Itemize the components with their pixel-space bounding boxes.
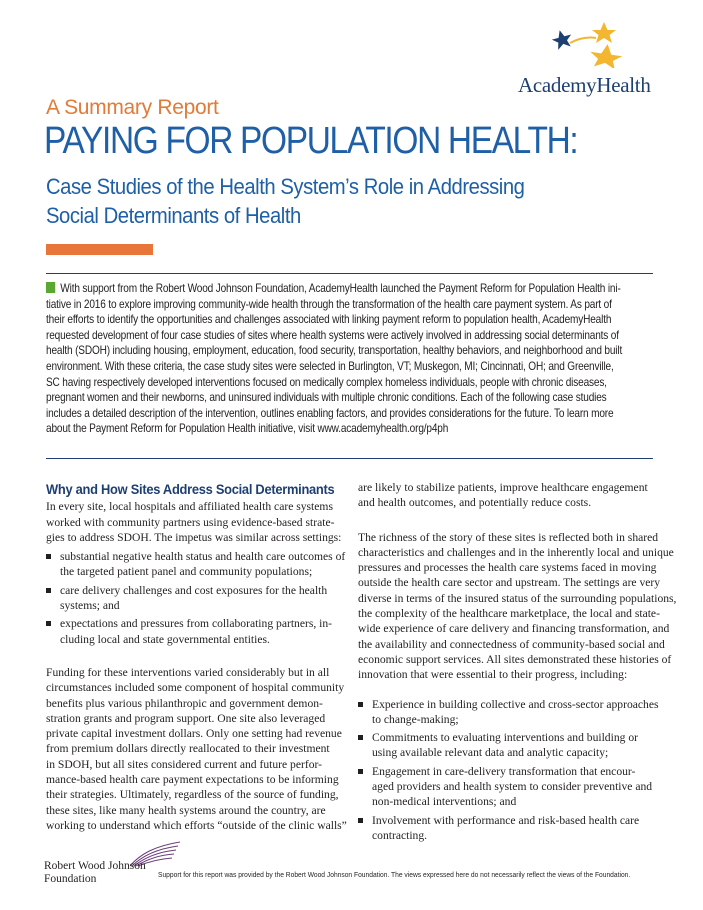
intro-line: health (SDOH) including housing, employment, education, food security, transportation, healthy behaviors, and neighborhood and built	[46, 343, 623, 358]
divider	[46, 458, 653, 459]
subtitle-line: Social Determinants of Health	[46, 203, 301, 228]
list-item: expectations and pressures from collaborating partners, in- cluding local and state governmental entities.	[46, 616, 346, 647]
list-item: care delivery challenges and cost exposures for the health systems; and	[46, 583, 346, 614]
text-line: gies to address SDOH. The impetus was similar across settings:	[46, 530, 342, 544]
intro-line: environment. With these criteria, the case study sites were selected in Burlington, VT; Muskegon, MI; Cincinnati, OH; and Greenville,	[46, 358, 614, 373]
intro-paragraph	[46, 281, 686, 437]
paragraph: The richness of the story of these sites is reflected both in shared characteristics and challenges and in the inherently local and unique pressures and processes the health care systems faced in moving outside the health care sector and upstream. The settings are very diverse in terms of the insured status of the surrounding populations, the complexity of the healthcare marketplace, the local and state- wide experience of care delivery and financing transformation, and the availability and connectedness of community-based social and economic support services. All sites demonstrated these histories of innovation that were essential to their progress, including:	[358, 530, 677, 682]
list-item: Commitments to evaluating interventions and building or using available relevant data and analytic capacity;	[358, 730, 658, 761]
paragraph: are likely to stabilize patients, improve healthcare engagement and health outcomes, and potentially reduce costs.	[358, 481, 648, 510]
text-line: worked with community partners using evidence-based strate-	[46, 515, 335, 529]
stars-icon	[548, 22, 628, 68]
green-square-icon	[46, 282, 55, 293]
page-subtitle	[46, 172, 686, 230]
funder-name: Robert Wood Johnson Foundation	[44, 860, 146, 885]
intro-line: includes a detailed description of the intervention, outlines enabling factors, and provides considerations for the future. To learn more	[46, 405, 614, 420]
paragraph: Funding for these interventions varied considerably but in all circumstances included some component of hospital community benefits plus various philanthropic and government demon- stration grants and program support. One site also leveraged private capital investment dollars. Only one setting had revenue from premium dollars directly reallocated to their investment in SDOH, but all sites considered current and future perfor- mance-based health care payment expectations to be informing their strategies. Ultimately, regardless of the source of funding, these sites, like many health systems around the country, are working to understand which efforts “outside of the clinic walls”	[46, 665, 347, 832]
intro-line: With support from the Robert Wood Johnson Foundation, AcademyHealth launched the Payment Reform for Population Health ini-	[60, 281, 621, 295]
right-column	[358, 480, 677, 846]
accent-bar	[46, 244, 153, 255]
intro-line: SC having respectively developed interventions focused on medically complex homeless individuals, people with chronic diseases,	[46, 374, 607, 389]
paragraph	[46, 499, 346, 545]
left-column	[46, 482, 346, 833]
intro-line: pregnant women and their newborns, and uninsured individuals with multiple chronic conditions. Each of the following case studies	[46, 390, 607, 405]
intro-line: their efforts to identify the opportunities and challenges associated with linking payment reform to population health, AcademyHealth	[46, 312, 612, 327]
list-item: Experience in building collective and cross-sector approaches to change-making;	[358, 697, 658, 728]
intro-line: requested development of four case studies of sites where health systems were actively involved in addressing social determinants of	[46, 327, 619, 342]
section-heading: Why and How Sites Address Social Determinants	[46, 481, 335, 497]
intro-line: about the Payment Reform for Population Health initiative, visit www.academyhealth.org/p4ph	[46, 421, 449, 436]
list-item: Engagement in care-delivery transformation that encour- aged providers and health system to consider preventive and non-medical interventions; and	[358, 764, 658, 810]
intro-line: tiative in 2016 to explore improving community-wide health through the transformation of the health care payment system. As part of	[46, 296, 612, 311]
text-line: In every site, local hospitals and affiliated health care systems	[46, 500, 333, 514]
list-item: Involvement with performance and risk-based health care contracting.	[358, 813, 658, 844]
report-kicker: A Summary Report	[46, 96, 219, 119]
rwjf-logo	[44, 840, 184, 890]
footer-note: Support for this report was provided by the Robert Wood Johnson Foundation. The views expressed here do not necessarily reflect the views of the Foundation.	[158, 870, 631, 879]
page-title: PAYING FOR POPULATION HEALTH:	[44, 120, 578, 162]
list-item: substantial negative health status and health care outcomes of the targeted patient panel and community populations;	[46, 549, 346, 580]
academyhealth-logo	[512, 22, 662, 102]
logo-text: AcademyHealth	[518, 73, 651, 97]
bullet-list	[46, 549, 346, 647]
divider	[46, 273, 653, 274]
subtitle-line: Case Studies of the Health System’s Role in Addressing	[46, 174, 525, 199]
bullet-list	[358, 697, 658, 844]
